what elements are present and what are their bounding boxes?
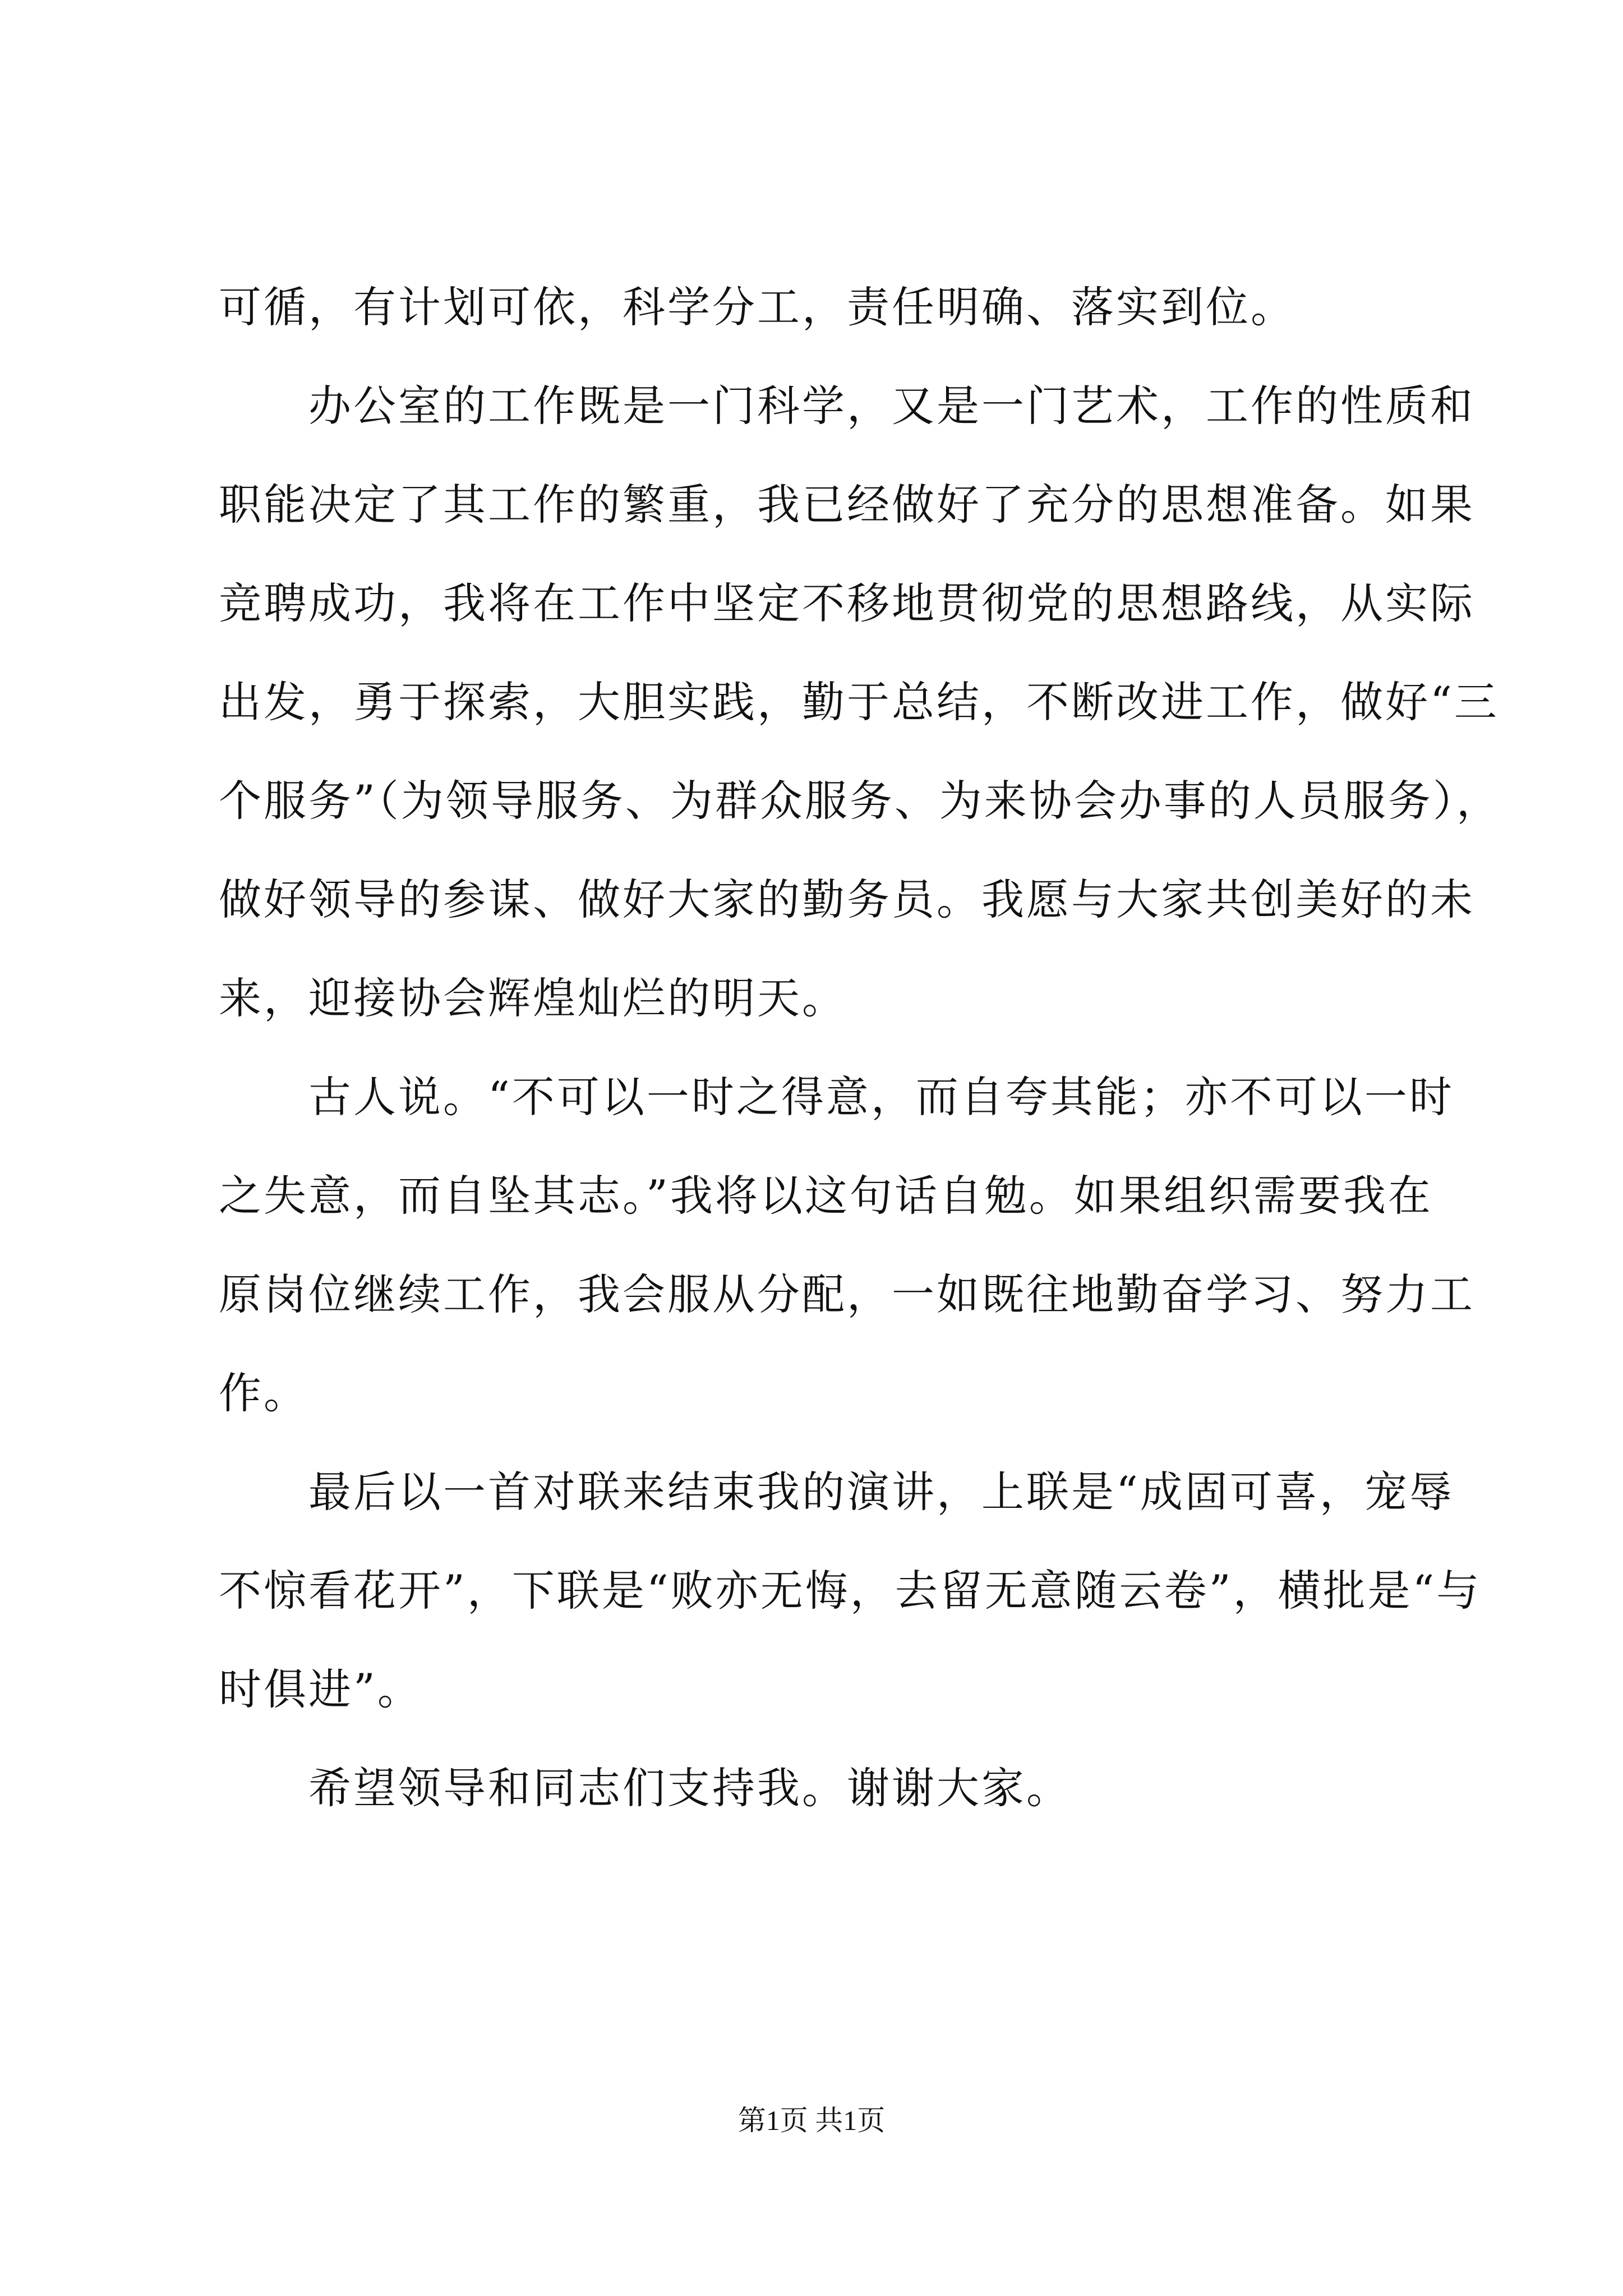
paragraph-line: 原岗位继续工作，我会服从分配，一如既往地勤奋学习、努力工 [219,1269,1475,1319]
paragraph [219,1048,1475,1443]
paragraph-line: 可循，有计划可依，科学分工，责任明确、落实到位。 [219,282,1295,332]
paragraph-line: 时俱进”。 [219,1664,422,1714]
paragraph-line: 古人说。“不可以一时之得意，而自夸其能；亦不可以一时 [308,1072,1454,1122]
paragraph-line: 职能决定了其工作的繁重，我已经做好了充分的思想准备。如果 [219,480,1475,530]
paragraph-line: 做好领导的参谋、做好大家的勤务员。我愿与大家共创美好的未 [219,875,1475,924]
paragraph [219,357,1501,1048]
paragraph-line: 不惊看花开”，下联是“败亦无悔，去留无意随云卷”，横批是“与 [219,1566,1482,1616]
paragraph-line: 办公室的工作既是一门科学，又是一门艺术，工作的性质和 [308,381,1475,431]
paragraph-line: 个服务”（为领导服务、为群众服务、为来协会办事的人员服务）， [219,776,1501,826]
paragraph-line: 出发，勇于探索，大胆实践，勤于总结，不断改进工作，做好“三 [219,677,1499,727]
document-body [219,258,1501,1838]
page-footer: 第1页 共1页 [737,2105,886,2136]
paragraph [219,258,1475,357]
paragraph-line: 之失意，而自坠其志。”我将以这句话自勉。如果组织需要我在 [219,1171,1433,1221]
paragraph-line: 竞聘成功，我将在工作中坚定不移地贯彻党的思想路线，从实际 [219,578,1475,628]
paragraph [219,1739,1475,1838]
paragraph [219,1443,1482,1739]
paragraph-line: 作。 [219,1368,308,1418]
paragraph-line: 最后以一首对联来结束我的演讲，上联是“成固可喜，宠辱 [308,1467,1454,1517]
paragraph-line: 希望领导和同志们支持我。谢谢大家。 [308,1763,1071,1813]
paragraph-line: 来，迎接协会辉煌灿烂的明天。 [219,973,847,1023]
